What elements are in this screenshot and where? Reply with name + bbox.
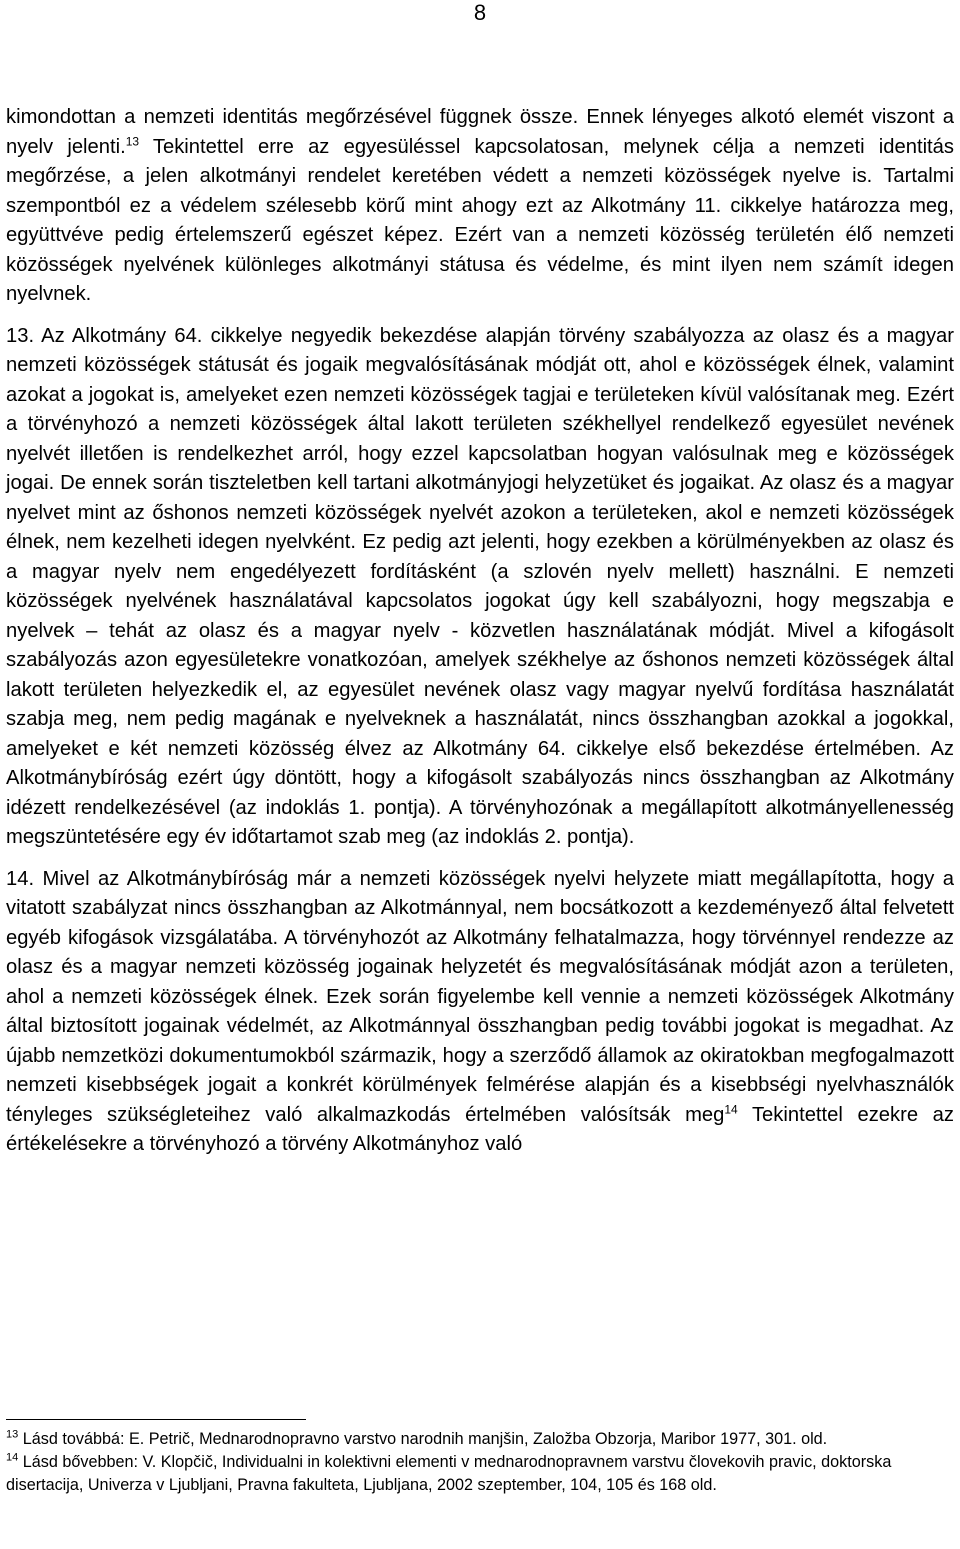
paragraph-13: 13. Az Alkotmány 64. cikkelye negyedik bekezdése alapján törvény szabályozza az olasz és a magyar nemzeti közösségek státusát és jogaik megvalósításának módját ott, ahol e közösségek élnek, valamint azokat a jogokat is, amelyeket ezen nemzeti közösségek tagjai e területeken kívül valósítanak meg. Ezért a törvényhozó a nemzeti közösségek által lakott területen székhellyel rendelkező egyesület nevének nyelvét illetően is rendelkezhet arról, hogy ezzel kapcsolatban hogyan valósulnak meg e közösségek jogai. De ennek során tiszteletben kell tartani alkotmányjogi helyzetüket és jogaikat. Az olasz és a magyar nyelvet mint az őshonos nemzeti közösségek nyelvét azokon a területeken, akol e nemzeti közösségek élnek, nem kezelheti idegen nyelvként. Ez pedig azt jelenti, hogy ezekben a körülményekben az olasz és a magyar nyelv nem engedélyezett fordításként (a szlovén nyelv mellett) használni. E nemzeti közösségek nyelvének használatával kapcsolatos jogokat úgy kell szabályozni, hogy megszabja e nyelvek – tehát az olasz és a magyar nyelv - közvetlen használatának módját. Mivel a kifogásolt szabályozás azon egyesületekre vonatkozóan, amelyek székhelye az őshonos nemzeti közösségek által lakott területen helyezkedik el, az egyesület nevének olasz vagy magyar nyelvű fordítása használatát szabja meg, nem pedig magának e nyelveknek a használatát, nincs összhangban azokkal a jogokkal, amelyeket e két nemzeti közösség élvez az Alkotmány 64. cikkelye első bekezdése értelmében. Az Alkotmánybíróság ezért úgy döntött, hogy a kifogásolt szabályozás nincs összhangban az Alkotmány idézett rendelkezésével (az indoklás 1. pontja). A törvényhozónak a megállapított alkotmányellenesség megszüntetésére egy év időtartamot szab meg (az indoklás 2. pontja). [6,324,954,848]
page-number: 8 [473,0,487,25]
paragraph-12-text-start: kimondottan a nemzeti identitás megőrzésével függnek össze. Ennek lényeges alkotó elemét viszont a nyelv jelenti. [6,106,954,158]
paragraph-12 [6,103,954,310]
footnotes [6,1428,954,1497]
footnote-13 [6,1428,954,1451]
footnote-14-text: Lásd bővebben: V. Klopčič, Individualni in kolektivni elementi v mednarodnopravnem varstvu človekovih pravic, doktorska disertacija, Univerza v Ljubljani, Pravna fakulteta, Ljubljana, 2002 szeptember, 104, 105 és 168 old. [6,1453,892,1494]
paragraph-14 [6,865,954,1160]
paragraph-14-text-end: Tekintettel ezekre az értékelésekre a törvényhozó a törvény Alkotmányhoz való [6,1103,954,1155]
body-text [6,103,954,1160]
footnote-separator [6,1419,306,1420]
footnote-13-number: 13 [6,1428,19,1441]
footnote-13-text: Lásd továbbá: E. Petrič, Mednarodnopravno varstvo narodnih manjšin, Založba Obzorja, Maribor 1977, 301. old. [18,1430,828,1448]
paragraph-14-text-start: 14. Mivel az Alkotmánybíróság már a nemzeti közösségek nyelvi helyzete miatt megállapította, hogy a vitatott szabályzat nincs összhangban az Alkotmánnyal, nem bocsátkozott a kezdeményező által felvetett egyéb kifogások vizsgálatába. A törvényhozót az Alkotmány felhatalmazza, hogy törvénnyel rendezze az olasz és a magyar nemzeti közösség jogainak helyzetét és megvalósításának módját azon a területen, ahol a nemzeti közösségek élnek. Ezek során figyelembe kell vennie a nemzeti közösségek Alkotmány által biztosított jogainak védelmét, az Alkotmánnyal összhangban pedig további jogokat is megadhat. Az újabb nemzetközi dokumentumokból származik, hogy a szerződő államok az okiratokban megfogalmazott nemzeti kisebbségek jogait a konkrét körülmények felmérése alapján és a kisebbségi nyelvhasználók tényleges szükségleteihez való alkalmazkodás értelmében valósítsák meg [6,867,954,1126]
footnote-14-number: 14 [6,1451,19,1464]
paragraph-12-text-end: Tekintettel erre az egyesüléssel kapcsolatosan, melynek célja a nemzeti identitás megőrzése, a jelen alkotmányi rendelet keretében védett a nemzeti közösségek nyelve is. Tartalmi szempontból ez a védelem szélesebb körű mint ahogy ezt az Alkotmány 11. cikkelye határozza meg, együttvéve pedig értelemszerű egészet képez. Ezért van a nemzeti közösség területén élő nemzeti közösségek nyelvének különleges alkotmányi státusa és védelme, és mint ilyen nem számít idegen nyelvnek. [6,135,954,305]
footnote-ref-14[interactable]: 14 [724,1101,738,1116]
footnote-14 [6,1451,954,1497]
footnote-ref-13[interactable]: 13 [125,133,140,148]
